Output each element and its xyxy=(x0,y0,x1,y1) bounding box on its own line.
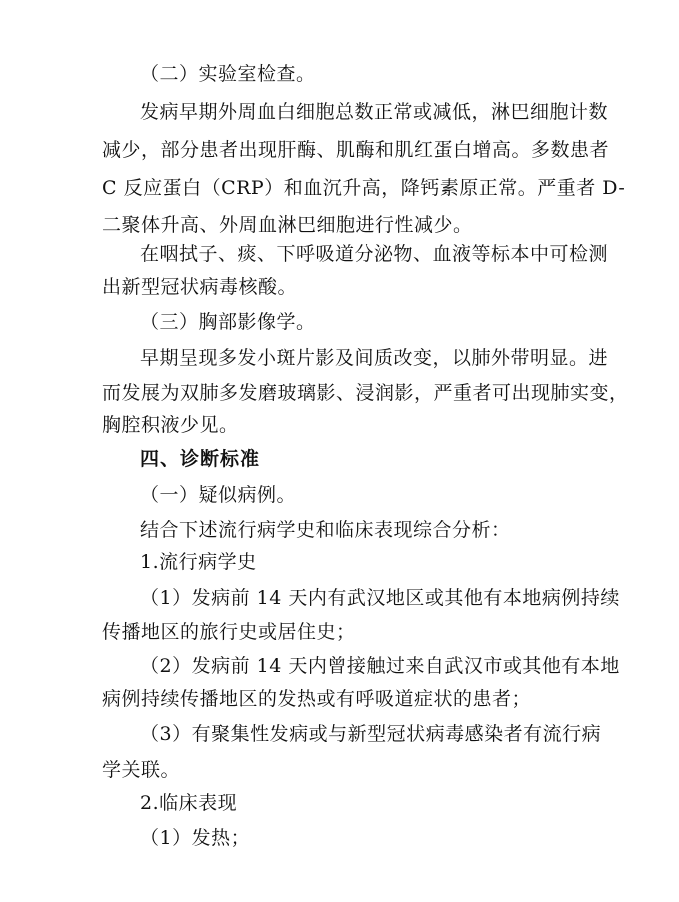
paragraph-line: 胸腔积液少见。 xyxy=(102,414,239,436)
paragraph-line: 发病早期外周血白细胞总数正常或减低，淋巴细胞计数 xyxy=(140,101,609,123)
paragraph-line: 二聚体升高、外周血淋巴细胞进行性减少。 xyxy=(102,214,473,236)
subsection-heading-suspected-cases: （一）疑似病例。 xyxy=(140,484,297,506)
paragraph-line: 而发展为双肺多发磨玻璃影、浸润影，严重者可出现肺实变， xyxy=(102,382,629,404)
paragraph-line: 结合下述流行病学史和临床表现综合分析： xyxy=(140,519,511,541)
paragraph-line: 早期呈现多发小斑片影及间质改变，以肺外带明显。进 xyxy=(140,347,609,369)
paragraph-line: 减少，部分患者出现肝酶、肌酶和肌红蛋白增高。多数患者 xyxy=(102,139,610,161)
list-item-line: 学关联。 xyxy=(102,759,181,781)
section-heading-diagnosis-criteria: 四、诊断标准 xyxy=(140,448,261,470)
list-item-line: （1）发热； xyxy=(140,827,251,849)
section-heading-chest-imaging: （三）胸部影像学。 xyxy=(140,311,316,333)
paragraph-line: 出新型冠状病毒核酸。 xyxy=(102,276,298,298)
paragraph-line: 在咽拭子、痰、下呼吸道分泌物、血液等标本中可检测 xyxy=(140,243,609,265)
list-item-line: （3）有聚集性发病或与新型冠状病毒感染者有流行病 xyxy=(140,723,602,745)
subsection-heading-epidemiology: 1.流行病学史 xyxy=(140,551,257,573)
paragraph-line: C 反应蛋白（CRP）和血沉升高，降钙素原正常。严重者 D- xyxy=(102,177,626,199)
section-heading-lab-tests: （二）实验室检查。 xyxy=(140,63,316,85)
list-item-line: 病例持续传播地区的发热或有呼吸道症状的患者； xyxy=(102,688,532,710)
list-item-line: （2）发病前 14 天内曾接触过来自武汉市或其他有本地 xyxy=(140,655,620,677)
subsection-heading-clinical: 2.临床表现 xyxy=(140,792,238,814)
list-item-line: 传播地区的旅行史或居住史； xyxy=(102,621,356,643)
list-item-line: （1）发病前 14 天内有武汉地区或其他有本地病例持续 xyxy=(140,587,620,609)
